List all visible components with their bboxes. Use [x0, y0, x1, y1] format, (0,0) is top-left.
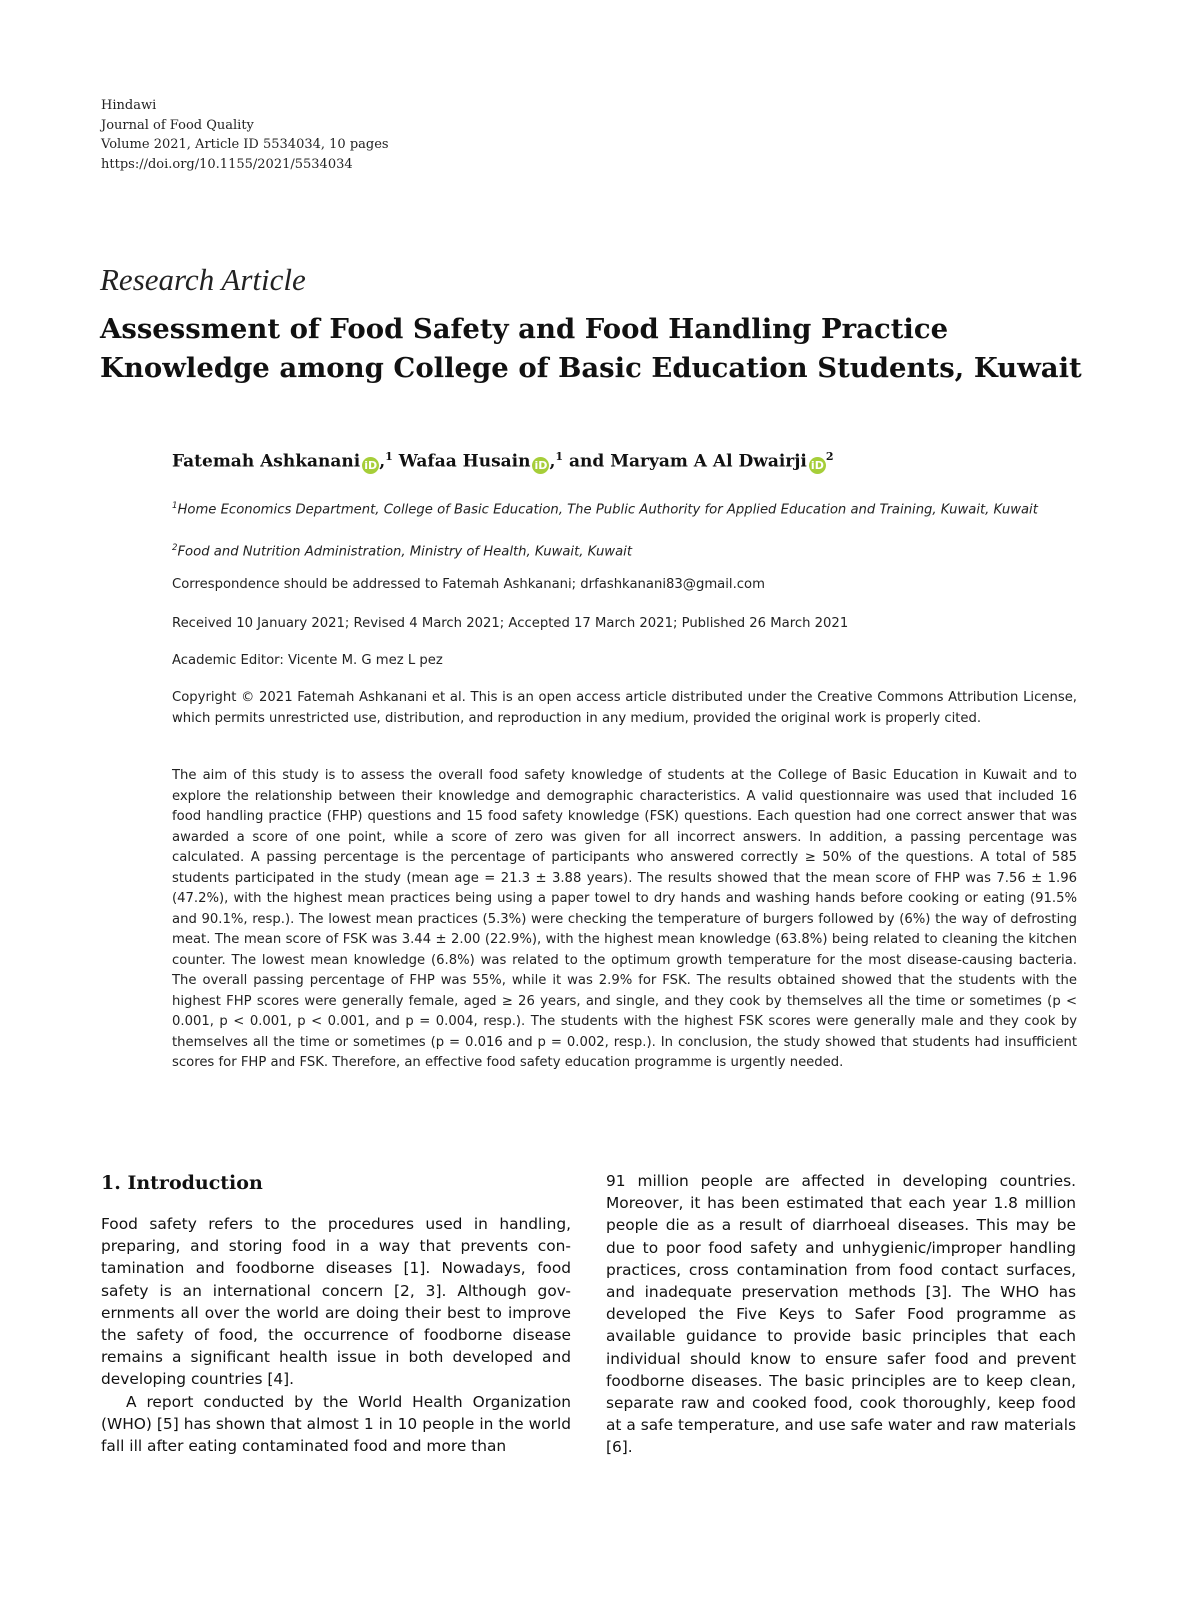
author-3-affiliation: 2: [825, 450, 834, 463]
author-connector: and: [569, 451, 605, 472]
paragraph: 91 million people are affected in developing countries. Moreover, it has been estimated that each year 1.8 million people die as a result of diarrhoeal diseases. This may be due to poor food safety and unhygienic/improper handling practices, cross contamination from food contact surfaces, and inadequate preservation methods [3]. The WHO has developed the Five Keys to Safer Food programme as available guidance to provide basic principles that each individual should know to ensure safer food and prevent foodborne diseases. The basic principles are to keep clean, separate raw and cooked food, cook thoroughly, keep food at a safe temperature, and use safe water and raw materials [6].: [606, 1172, 1076, 1457]
title-line-2: Knowledge among College of Basic Education Students, Kuwait: [100, 352, 1082, 384]
paragraph: Food safety refers to the procedures used in handling, preparing, and storing food in a way that prevents con- tamination and foodborne diseases [1]. Nowadays, food safety is an international concern [2, 3]. Although gov- ernments all over the world are doing their best to improve the safety of food, the occurrence of foodborne disease remains a significant health issue in both developed and developing countries [4].: [101, 1215, 571, 1389]
affiliation-2-text: Food and Nutrition Administration, Ministry of Health, Kuwait, Kuwait: [177, 544, 633, 560]
journal-header: [101, 96, 389, 174]
affiliation-1-text: Home Economics Department, College of Basic Education, The Public Authority for Applied Education and Training, Kuwait, Kuwait: [177, 502, 1038, 518]
section-heading: 1. Introduction: [101, 1172, 263, 1194]
doi-link[interactable]: https://doi.org/10.1155/2021/5534034: [101, 156, 353, 172]
paragraph: A report conducted by the World Health Organization (WHO) [5] has shown that almost 1 in 10 people in the world fall ill after eating contaminated food and more than: [101, 1392, 571, 1456]
journal-name: Journal of Food Quality: [101, 117, 254, 133]
article-type: Research Article: [100, 262, 306, 297]
author-1-affiliation: 1: [385, 450, 393, 463]
title-line-1: Assessment of Food Safety and Food Handling Practice: [100, 313, 949, 345]
publication-dates: Received 10 January 2021; Revised 4 March 2021; Accepted 17 March 2021; Published 26 March 2021: [172, 616, 849, 631]
article-title: [100, 310, 1110, 388]
affiliation-2-number: 2: [172, 543, 178, 553]
affiliation-1: [172, 496, 1072, 520]
left-column: [101, 1213, 571, 1457]
author-1: Fatemah Ashkanani: [172, 451, 361, 472]
academic-editor: Academic Editor: Vicente M. G mez L pez: [172, 653, 443, 668]
author-2: Wafaa Husain: [398, 451, 531, 472]
affiliation-2: [172, 538, 1072, 562]
affiliation-1-number: 1: [172, 501, 178, 511]
abstract: The aim of this study is to assess the overall food safety knowledge of students at the College of Basic Education in Kuwait and to explore the relationship between their knowledge and demographic characteristics. A valid questionnaire was used that included 16 food handling practice (FHP) questions and 15 food safety knowledge (FSK) questions. Each question had one correct answer that was awarded a score of one point, while a score of zero was given for all incorrect answers. In addition, a passing percentage was calculated. A passing percentage is the percentage of participants who answered correctly ≥ 50% of the questions. A total of 585 students participated in the study (mean age = 21.3 ± 3.88 years). The results showed that the mean score of FHP was 7.56 ± 1.96 (47.2%), with the highest mean practices being using a paper towel to dry hands and washing hands before cooking or eating (91.5% and 90.1%, resp.). The lowest mean practices (5.3%) were checking the temperature of burgers followed by (6%) the way of defrosting meat. The mean score of FSK was 3.44 ± 2.00 (22.9%), with the highest mean knowledge (63.8%) being related to cleaning the kitchen counter. The lowest mean knowledge (6.8%) was related to the optimum growth temperature for the most disease-causing bacteria. The overall passing percentage of FHP was 55%, while it was 2.9% for FSK. The results obtained showed that the students with the highest FHP scores were generally female, aged ≥ 26 years, and single, and they cook by themselves all the time or sometimes (p < 0.001, p < 0.001, p < 0.001, and p = 0.004, resp.). The students with the highest FSK scores were generally male and they cook by themselves all the time or sometimes (p = 0.016 and p = 0.002, resp.). In conclusion, the study showed that students had insufficient scores for FHP and FSK. Therefore, an effective food safety education programme is urgently needed.: [172, 768, 1077, 1070]
author-list: Fatemah Ashkanani iD ,$^1$ Wafaa Husain iD ,$^1$ and Maryam A Al Dwairji $iD^2$: [172, 450, 834, 472]
author-3: Maryam A Al Dwairji: [610, 451, 807, 472]
orcid-icon[interactable]: iD: [809, 457, 826, 474]
publisher-name: Hindawi: [101, 98, 157, 113]
orcid-icon[interactable]: iD: [362, 457, 379, 474]
orcid-icon[interactable]: iD: [532, 457, 549, 474]
author-2-affiliation: 1: [555, 450, 564, 463]
copyright-notice: Copyright © 2021 Fatemah Ashkanani et al. This is an open access article distributed under the Creative Commons Attribution License, which permits unrestricted use, distribution, and reproduction in any medium, provided the original work is properly cited.: [172, 690, 1077, 726]
correspondence: Correspondence should be addressed to Fatemah Ashkanani; drfashkanani83@gmail.com: [172, 577, 765, 592]
right-column: [606, 1170, 1076, 1459]
volume-info: Volume 2021, Article ID 5534034, 10 pages: [101, 137, 389, 152]
